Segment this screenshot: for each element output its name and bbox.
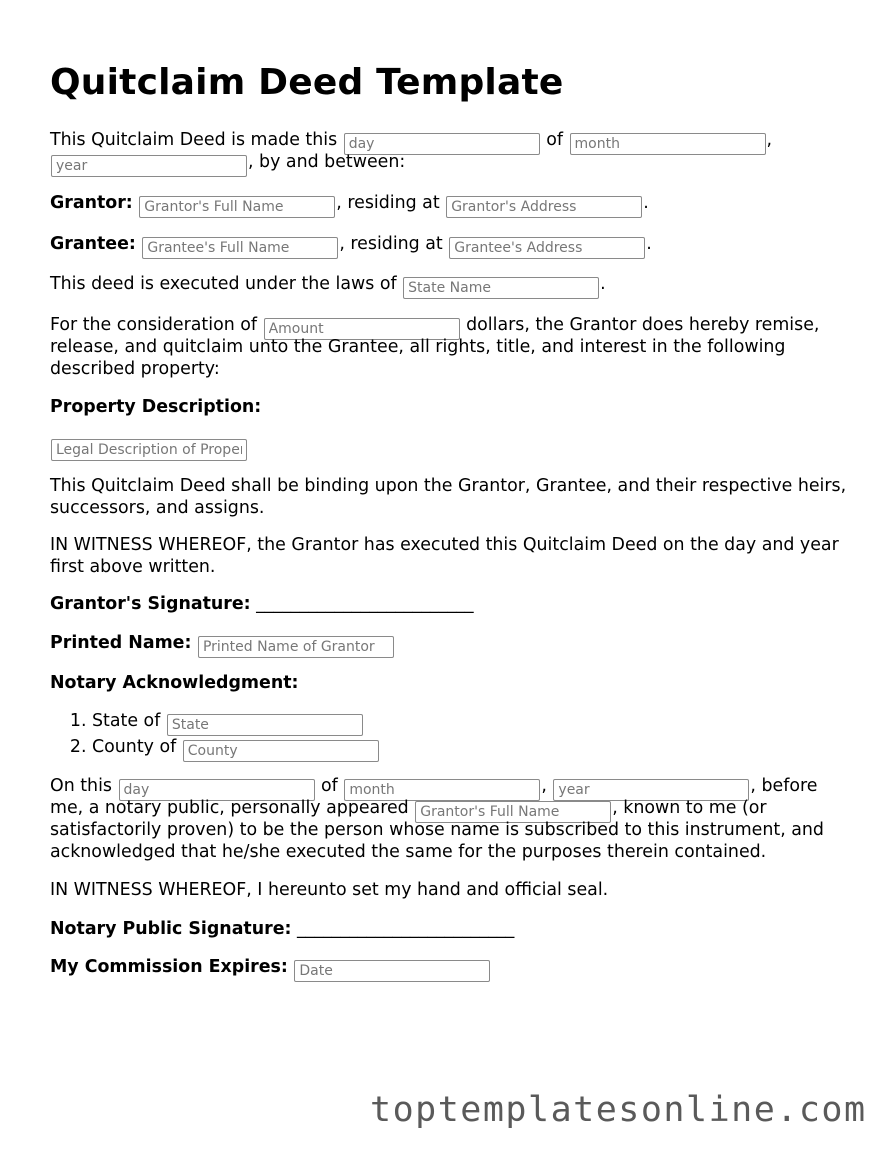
on-this-appeared-text: me, a notary public, personally appeared (50, 798, 409, 818)
property-heading: Property Description: (50, 397, 262, 417)
notary-heading-block (50, 672, 850, 694)
notary-state-input[interactable] (167, 714, 363, 736)
notary-county-label: County of (92, 737, 177, 757)
page-title: Quitclaim Deed Template (50, 62, 564, 103)
deed-month-input[interactable] (570, 133, 766, 155)
notary-witness-line (50, 879, 850, 901)
binding-line-2: successors, and assigns. (50, 498, 265, 518)
on-this-line-4: acknowledged that he/she executed the same for the purposes therein contained. (50, 842, 767, 862)
notary-county-input[interactable] (183, 740, 379, 762)
binding-line-1: This Quitclaim Deed shall be binding upon the Grantor, Grantee, and their respective heirs, (50, 476, 847, 496)
grantor-name-input[interactable] (139, 196, 335, 218)
on-this-known-text: , known to me (or (612, 798, 767, 818)
on-this-text: On this (50, 776, 112, 796)
notary-county-item (92, 736, 850, 762)
grantor-residing-text: , residing at (336, 193, 440, 213)
grantee-address-input[interactable] (449, 237, 645, 259)
binding-paragraph (50, 475, 850, 519)
intro-comma: , (766, 130, 773, 150)
on-this-paragraph (50, 775, 850, 863)
notary-signature-line (50, 918, 850, 940)
commission-date-input[interactable] (294, 960, 490, 982)
property-desc-block (50, 435, 850, 457)
property-heading-block (50, 396, 850, 418)
notary-list (50, 710, 850, 762)
on-this-comma: , (541, 776, 547, 796)
witness-line-1: IN WITNESS WHEREOF, the Grantor has executed this Quitclaim Deed on the day and year (50, 535, 839, 555)
on-this-before-text: , before (750, 776, 818, 796)
consideration-line-2: release, and quitclaim unto the Grantee, all rights, title, and interest in the following (50, 337, 786, 357)
grantor-address-input[interactable] (446, 196, 642, 218)
grantee-line (50, 233, 850, 255)
consideration-line-3: described property: (50, 359, 220, 379)
watermark: toptemplatesonline.com (370, 1090, 867, 1130)
on-this-of-text: of (321, 776, 338, 796)
consideration-paragraph (50, 314, 850, 380)
grantee-residing-text: , residing at (339, 234, 443, 254)
notary-witness-text: IN WITNESS WHEREOF, I hereunto set my hand and official seal. (50, 880, 609, 900)
property-description-input[interactable] (51, 439, 247, 461)
grantee-label: Grantee: (50, 234, 136, 254)
notary-signature-label: Notary Public Signature: (50, 919, 292, 939)
consideration-text: For the consideration of (50, 315, 258, 335)
witness-line-2: first above written. (50, 557, 216, 577)
printed-name-input[interactable] (198, 636, 394, 658)
state-name-input[interactable] (403, 277, 599, 299)
grantor-line (50, 192, 850, 214)
intro-of-text: of (546, 130, 563, 150)
notary-list-block (50, 710, 850, 762)
grantor-signature-label: Grantor's Signature: (50, 594, 251, 614)
printed-name-line (50, 632, 850, 654)
notary-state-item (92, 710, 850, 736)
grantee-name-input[interactable] (142, 237, 338, 259)
grantor-signature-line (50, 593, 850, 615)
grantor-signature-blank: _________________________ (256, 594, 474, 614)
grantee-period: . (646, 234, 652, 254)
notary-state-label: State of (92, 711, 161, 731)
commission-label: My Commission Expires: (50, 957, 288, 977)
commission-line (50, 956, 850, 978)
intro-between-text: , by and between: (248, 152, 406, 172)
laws-text: This deed is executed under the laws of (50, 274, 397, 294)
deed-year-input[interactable] (51, 155, 247, 177)
grantor-label: Grantor: (50, 193, 133, 213)
grantor-period: . (643, 193, 649, 213)
notary-signature-blank: _________________________ (296, 919, 515, 939)
intro-paragraph (50, 129, 850, 173)
on-this-line-3: satisfactorily proven) to be the person whose name is subscribed to this instrument, and (50, 820, 824, 840)
printed-name-label: Printed Name: (50, 633, 192, 653)
laws-period: . (600, 274, 606, 294)
consideration-text-2: dollars, the Grantor does hereby remise, (466, 315, 820, 335)
witness-paragraph (50, 534, 850, 578)
intro-text: This Quitclaim Deed is made this (50, 130, 338, 150)
notary-heading: Notary Acknowledgment: (50, 673, 299, 693)
laws-line (50, 273, 850, 295)
